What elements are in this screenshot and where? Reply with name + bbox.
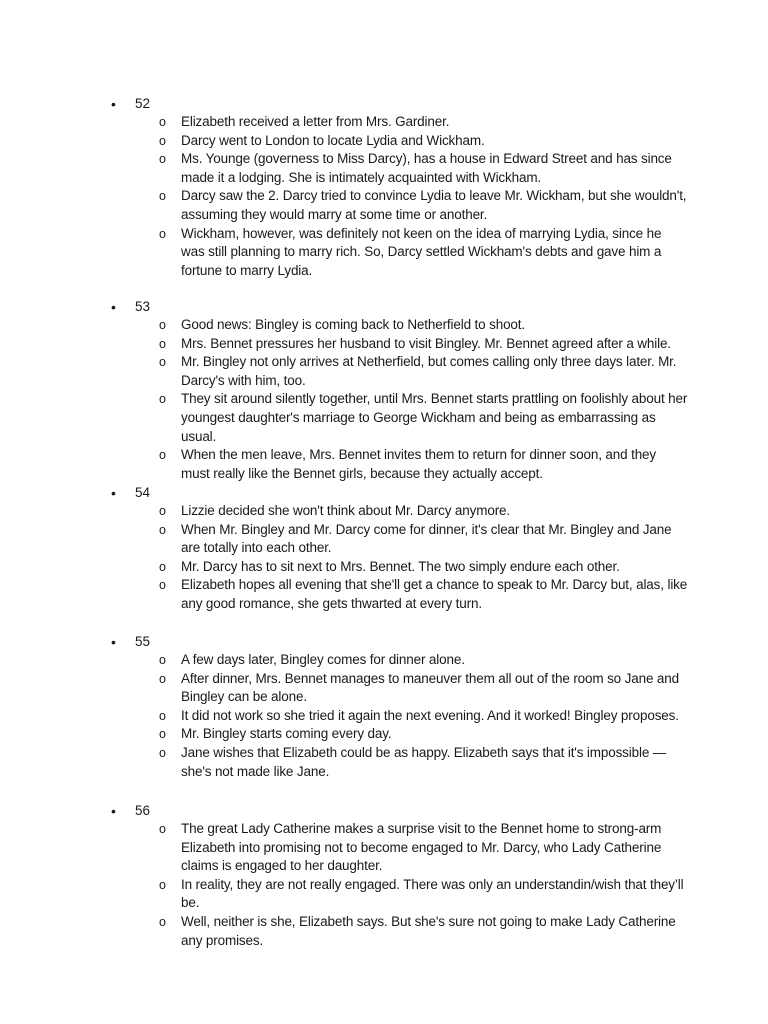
- list-item-text: Lizzie decided she won't think about Mr. Darcy anymore.: [181, 503, 510, 518]
- chapter-item-list: [0, 316, 768, 483]
- chapter-item-list: [0, 651, 768, 781]
- list-item-text: The great Lady Catherine makes a surprise visit to the Bennet home to strong-arm Elizabeth into promising not to become engaged to Mr. Darcy, who Lady Catherine claims is engaged to her daughter.: [181, 821, 662, 874]
- chapter-item-list: [0, 113, 768, 280]
- circle-bullet-icon: o: [159, 877, 166, 892]
- circle-bullet-icon: o: [159, 152, 166, 167]
- list-item-text: Mr. Bingley starts coming every day.: [181, 726, 392, 742]
- bullet-icon: •: [111, 485, 116, 501]
- list-item: [0, 113, 768, 132]
- list-item-text: Mr. Bingley not only arrives at Netherfield, but comes calling only three days later. Mr. Darcy's with him, too.: [181, 354, 677, 388]
- circle-bullet-icon: o: [159, 653, 166, 667]
- list-item-text: In reality, they are not really engaged. There was only an understandin/wish that they’ll be.: [181, 876, 684, 911]
- circle-bullet-icon: o: [159, 559, 166, 574]
- chapter-section: [0, 633, 768, 781]
- list-item-text: When Mr. Bingley and Mr. Darcy come for dinner, it's clear that Mr. Bingley and Jane are totally into each other.: [181, 521, 672, 556]
- circle-bullet-icon: o: [159, 448, 166, 463]
- list-item: [0, 132, 768, 151]
- list-item: [0, 316, 768, 335]
- bullet-icon: •: [111, 803, 116, 819]
- circle-bullet-icon: o: [159, 914, 166, 929]
- list-item-text: Elizabeth hopes all evening that she'll get a chance to speak to Mr. Darcy but, alas, like any good romance, she gets thwarted at every turn.: [181, 577, 688, 611]
- list-item-text: Good news: Bingley is coming back to Netherfield to shoot.: [181, 317, 525, 332]
- circle-bullet-icon: o: [159, 189, 166, 204]
- chapter-number: 54: [135, 485, 151, 500]
- chapter-heading: [0, 95, 768, 113]
- circle-bullet-icon: o: [159, 355, 166, 370]
- list-item-text: When the men leave, Mrs. Bennet invites them to return for dinner soon, and they must really like the Bennet girls, because they actually accept.: [181, 447, 657, 481]
- circle-bullet-icon: o: [159, 226, 166, 241]
- list-item-text: Darcy saw the 2. Darcy tried to convince Lydia to leave Mr. Wickham, but she wouldn't, assuming they would marry at some time or another.: [181, 188, 687, 222]
- chapter-heading: [0, 484, 768, 502]
- chapter-item-list: [0, 502, 768, 614]
- list-item: [0, 913, 768, 950]
- bullet-icon: •: [111, 299, 116, 315]
- circle-bullet-icon: o: [159, 392, 166, 407]
- chapter-item-list: [0, 820, 768, 950]
- list-item-text: Jane wishes that Elizabeth could be as happy. Elizabeth says that it's impossible —she's not made like Jane.: [181, 744, 667, 779]
- list-item: [0, 558, 768, 577]
- list-item-text: Mr. Darcy has to sit next to Mrs. Bennet. The two simply endure each other.: [181, 558, 620, 574]
- circle-bullet-icon: o: [159, 708, 166, 723]
- circle-bullet-icon: o: [159, 133, 166, 148]
- list-item-text: Mrs. Bennet pressures her husband to visit Bingley. Mr. Bennet agreed after a while.: [181, 335, 671, 351]
- list-item: [0, 820, 768, 876]
- list-item-text: A few days later, Bingley comes for dinner alone.: [181, 652, 465, 667]
- list-item: [0, 521, 768, 558]
- circle-bullet-icon: o: [159, 671, 166, 686]
- list-item: [0, 651, 768, 670]
- list-item: [0, 744, 768, 781]
- chapter-section: [0, 484, 768, 614]
- chapter-number: 53: [135, 299, 151, 314]
- circle-bullet-icon: o: [159, 578, 166, 593]
- list-item: [0, 225, 768, 281]
- list-item: [0, 446, 768, 483]
- list-item-text: Ms. Younge (governess to Miss Darcy), has a house in Edward Street and has since made it a lodging. She is intimately acquainted with Wickham.: [181, 151, 672, 185]
- list-item-text: They sit around silently together, until Mrs. Bennet starts prattling on foolishly about her youngest daughter's marriage to George Wickham and being as embarrassing as usual.: [181, 391, 688, 444]
- list-item: [0, 576, 768, 613]
- list-item: [0, 502, 768, 521]
- list-item: [0, 670, 768, 707]
- list-item-text: Elizabeth received a letter from Mrs. Gardiner.: [181, 114, 450, 129]
- list-item: [0, 390, 768, 446]
- chapter-heading: [0, 802, 768, 820]
- bullet-icon: •: [111, 634, 116, 650]
- circle-bullet-icon: o: [159, 522, 166, 537]
- list-item: [0, 353, 768, 390]
- list-item: [0, 335, 768, 354]
- list-item-text: It did not work so she tried it again the next evening. And it worked! Bingley proposes.: [181, 707, 679, 723]
- circle-bullet-icon: o: [159, 727, 166, 742]
- list-item: [0, 725, 768, 744]
- chapter-heading: [0, 633, 768, 651]
- circle-bullet-icon: o: [159, 745, 166, 760]
- list-item-text: After dinner, Mrs. Bennet manages to maneuver them all out of the room so Jane and Bingley can be alone.: [181, 670, 679, 705]
- list-item: [0, 187, 768, 224]
- chapter-number: 52: [135, 96, 151, 111]
- list-item-text: Wickham, however, was definitely not keen on the idea of marrying Lydia, since he was still planning to marry rich. So, Darcy settled Wickham's debts and gave him a fortune to marry Lydia.: [181, 225, 662, 278]
- bullet-icon: •: [111, 96, 116, 112]
- list-item-text: Well, neither is she, Elizabeth says. But she's sure not going to make Lady Catherine any promises.: [181, 913, 676, 948]
- chapter-section: [0, 298, 768, 483]
- chapter-number: 56: [135, 803, 151, 818]
- circle-bullet-icon: o: [159, 822, 166, 836]
- chapter-heading: [0, 298, 768, 316]
- chapter-number: 55: [135, 634, 151, 649]
- list-item: [0, 876, 768, 913]
- circle-bullet-icon: o: [159, 336, 166, 351]
- chapter-section: [0, 95, 768, 280]
- list-item-text: Darcy went to London to locate Lydia and Wickham.: [181, 132, 485, 148]
- circle-bullet-icon: o: [159, 504, 166, 518]
- chapter-section: [0, 802, 768, 950]
- list-item: [0, 707, 768, 726]
- list-item: [0, 150, 768, 187]
- circle-bullet-icon: o: [159, 115, 166, 129]
- circle-bullet-icon: o: [159, 318, 166, 332]
